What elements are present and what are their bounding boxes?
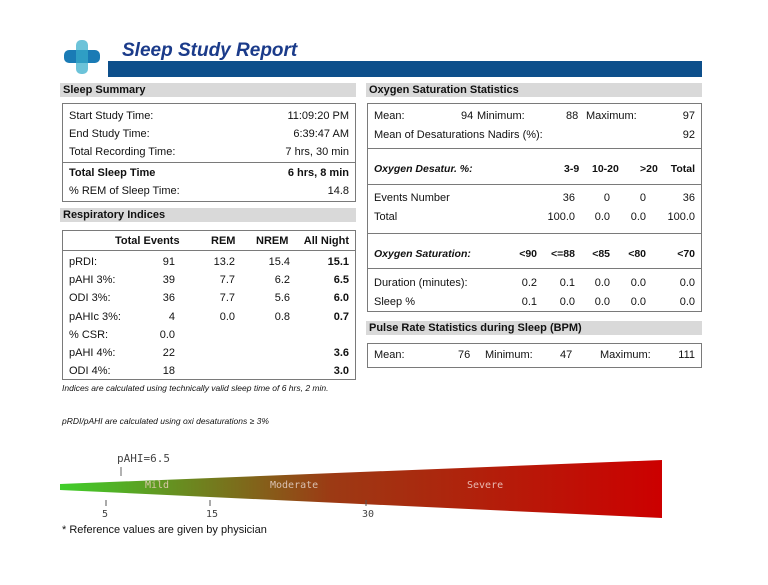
- respiratory-row: [69, 344, 349, 362]
- col-rem: REM: [211, 235, 236, 247]
- zone-severe: Severe: [467, 480, 504, 491]
- respiratory-nrem: 5.6: [274, 292, 290, 305]
- end-time-row: [69, 125, 349, 143]
- oxygen-mean-row: [374, 107, 695, 125]
- sleep-pct-cell: 0.0: [679, 296, 695, 308]
- recording-time-value: 7 hrs, 30 min: [285, 146, 349, 158]
- respiratory-row-label: % CSR:: [69, 328, 109, 341]
- sleep-time-row: [69, 164, 349, 182]
- sat-header-row: [374, 245, 695, 263]
- respiratory-total-events: 36: [162, 292, 175, 305]
- duration-cell: 0.0: [679, 277, 695, 289]
- respiratory-row: [69, 362, 349, 380]
- events-cell: 0: [603, 192, 610, 204]
- sat-header-label: Oxygen Saturation:: [374, 248, 471, 260]
- sat-col-3: <85: [592, 248, 610, 260]
- respiratory-rem: 13.2: [213, 256, 235, 268]
- oxygen-min-label: Minimum:: [477, 110, 525, 122]
- tick-label-30: 30: [362, 509, 375, 520]
- sleep-summary-heading: Sleep Summary: [60, 83, 356, 97]
- respiratory-nrem: 15.4: [268, 256, 290, 268]
- sleep-pct-label: Sleep %: [374, 296, 415, 308]
- nadir-row: [374, 126, 695, 144]
- sleep-summary-box: [62, 103, 356, 202]
- respiratory-row-label: pAHI 4%:: [69, 347, 116, 359]
- events-cell: 0: [639, 192, 646, 204]
- events-label: Events Number: [374, 192, 450, 204]
- divider: [368, 184, 701, 185]
- rem-value: 14.8: [327, 185, 349, 197]
- report-title: Sleep Study Report: [122, 40, 298, 61]
- start-time-value: 11:09:20 PM: [287, 110, 349, 122]
- pulse-box: [367, 343, 702, 368]
- respiratory-rem: 7.7: [219, 292, 235, 305]
- respiratory-total-events: 39: [162, 274, 175, 287]
- end-time-value: 6:39:47 AM: [293, 128, 349, 140]
- oxygen-max-label: Maximum:: [586, 110, 637, 122]
- respiratory-all-night: 3.0: [333, 365, 349, 378]
- pulse-max-label: Maximum:: [600, 349, 651, 361]
- duration-cell: 0.1: [559, 277, 575, 289]
- zone-moderate: Moderate: [270, 480, 319, 491]
- sleep-pct-cell: 0.0: [594, 296, 610, 308]
- respiratory-total-events: 0.0: [159, 328, 175, 341]
- sleep-pct-cell: 0.0: [630, 296, 646, 308]
- pahi-marker-label: pAHI=6.5: [117, 452, 170, 465]
- respiratory-row-label: ODI 4%:: [69, 365, 111, 378]
- oxygen-box: [367, 103, 702, 312]
- divider: [368, 268, 701, 269]
- desat-col-1: 3-9: [564, 163, 580, 175]
- respiratory-row: [69, 308, 349, 326]
- indices-note: Indices are calculated using technically valid sleep time of 6 hrs, 2 min.: [62, 383, 329, 393]
- total-cell: 100.0: [667, 211, 695, 223]
- total-cell: 0.0: [594, 211, 610, 223]
- pulse-heading: Pulse Rate Statistics during Sleep (BPM): [366, 321, 702, 335]
- oxygen-max-value: 97: [682, 110, 695, 122]
- respiratory-row: [69, 326, 349, 344]
- title-underline: [108, 61, 702, 77]
- divider: [368, 148, 701, 149]
- respiratory-header-row: [63, 232, 355, 250]
- sleep-pct-row: [374, 293, 695, 311]
- col-total-events: Total Events: [115, 235, 180, 247]
- sleep-pct-cell: 0.1: [521, 296, 537, 308]
- desat-col-2: 10-20: [592, 163, 619, 175]
- desat-header-row: [374, 160, 695, 178]
- sat-col-2: <=88: [551, 248, 575, 260]
- pulse-row: [374, 346, 695, 364]
- recording-time-row: [69, 143, 349, 161]
- start-time-label: Start Study Time:: [69, 110, 154, 122]
- desat-col-4: Total: [670, 163, 695, 175]
- respiratory-all-night: 3.6: [333, 347, 349, 359]
- respiratory-total-events: 4: [168, 310, 175, 323]
- duration-label: Duration (minutes):: [374, 277, 468, 289]
- recording-time-label: Total Recording Time:: [69, 146, 176, 158]
- respiratory-all-night: 6.5: [333, 274, 349, 287]
- respiratory-all-night: 0.7: [333, 310, 349, 323]
- rem-row: [69, 182, 349, 200]
- respiratory-all-night: 15.1: [327, 256, 349, 268]
- nadir-value: 92: [682, 129, 695, 141]
- start-time-row: [69, 107, 349, 125]
- total-cell: 0.0: [630, 211, 646, 223]
- tick-label-5: 5: [102, 509, 109, 520]
- col-nrem: NREM: [256, 235, 289, 247]
- zone-mild: Mild: [145, 480, 170, 491]
- reference-footnote: * Reference values are given by physician: [62, 524, 267, 536]
- tick-label-15: 15: [206, 509, 219, 520]
- respiratory-all-night: 6.0: [333, 292, 349, 305]
- respiratory-total-events: 91: [162, 256, 175, 268]
- respiratory-total-events: 18: [162, 365, 175, 378]
- respiratory-rem: 7.7: [219, 274, 235, 287]
- divider: [63, 162, 355, 163]
- oxygen-mean-label: Mean:: [374, 110, 405, 122]
- pulse-mean-label: Mean:: [374, 349, 405, 361]
- respiratory-heading: Respiratory Indices: [60, 208, 356, 222]
- sleep-time-label: Total Sleep Time: [69, 167, 156, 179]
- respiratory-row: [69, 253, 349, 271]
- total-cell: 100.0: [547, 211, 575, 223]
- pulse-min-value: 47: [560, 349, 573, 361]
- sat-col-4: <80: [628, 248, 646, 260]
- events-cell: 36: [682, 192, 695, 204]
- pulse-min-label: Minimum:: [485, 349, 533, 361]
- divider: [368, 233, 701, 234]
- sleep-time-value: 6 hrs, 8 min: [287, 167, 349, 179]
- respiratory-row-label: pRDI:: [69, 256, 98, 268]
- duration-cell: 0.0: [630, 277, 646, 289]
- oxygen-min-value: 88: [566, 110, 579, 122]
- duration-cell: 0.0: [594, 277, 610, 289]
- respiratory-row-label: pAHI 3%:: [69, 274, 116, 287]
- respiratory-table: [62, 230, 356, 380]
- col-all-night: All Night: [303, 235, 349, 247]
- respiratory-rem: 0.0: [219, 310, 235, 323]
- divider: [63, 250, 355, 251]
- end-time-label: End Study Time:: [69, 128, 150, 140]
- logo: [62, 38, 108, 78]
- respiratory-row-label: ODI 3%:: [69, 292, 111, 305]
- rem-label: % REM of Sleep Time:: [69, 185, 180, 197]
- respiratory-row: [69, 289, 349, 307]
- sat-col-1: <90: [519, 248, 537, 260]
- duration-row: [374, 274, 695, 292]
- pulse-mean-value: 76: [458, 349, 471, 361]
- duration-cell: 0.2: [521, 277, 537, 289]
- oxi-note: pRDI/pAHI are calculated using oxi desaturations ≥ 3%: [62, 416, 269, 426]
- respiratory-total-events: 22: [162, 347, 175, 359]
- oxygen-mean-value: 94: [461, 110, 474, 122]
- desat-col-3: >20: [640, 163, 658, 175]
- oxygen-heading: Oxygen Saturation Statistics: [366, 83, 702, 97]
- sat-col-5: <70: [677, 248, 695, 260]
- desat-header-label: Oxygen Desatur. %:: [374, 163, 473, 175]
- total-row: [374, 208, 695, 226]
- pulse-max-value: 111: [678, 349, 695, 361]
- nadir-label: Mean of Desaturations Nadirs (%):: [374, 129, 543, 141]
- events-row: [374, 189, 695, 207]
- sleep-pct-cell: 0.0: [559, 296, 575, 308]
- total-label: Total: [374, 211, 398, 223]
- respiratory-row: [69, 271, 349, 289]
- respiratory-nrem: 0.8: [274, 310, 290, 323]
- respiratory-nrem: 6.2: [274, 274, 290, 287]
- respiratory-row-label: pAHIc 3%:: [69, 310, 121, 323]
- events-cell: 36: [562, 192, 575, 204]
